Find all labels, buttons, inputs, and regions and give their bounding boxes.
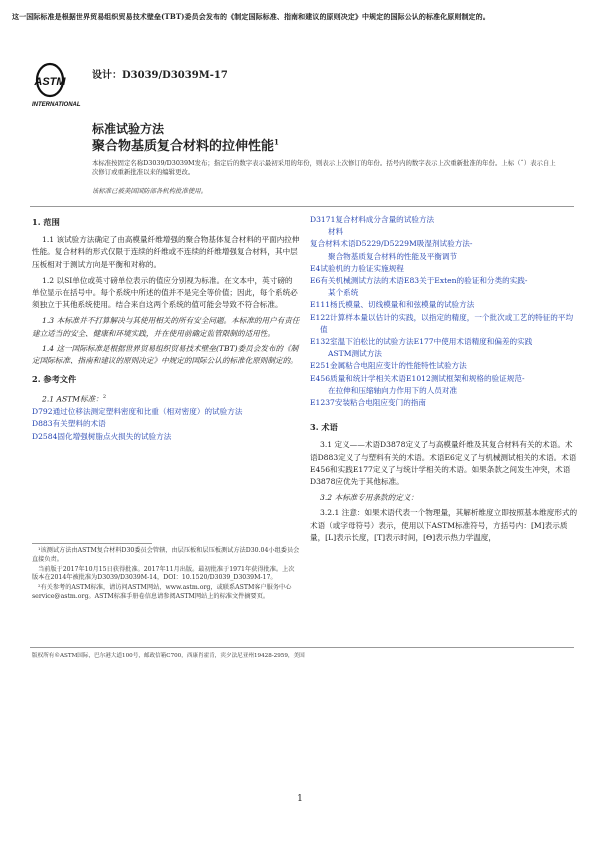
footnote-1-history: 当前版于2017年10月15日获得批准。2017年11月出版。最初批准于1971年获得批准。上次版本在2014年被批准为D3039/D3039M-14，DOI：10.1520/D3039_D3039M-17。 <box>32 565 295 582</box>
title-footnote-ref: 1 <box>274 137 279 147</box>
issue-text: 本标准按固定名称D3039/D3039M发布；指定后的数字表示最初采用的年份，则表示上次修订的年份。括号内的数字表示上次重新批准的年份。上标（ˆ）表示自上次修订或重新批准以来的编辑更改。 <box>92 159 556 176</box>
para-3-1: 3.1 定义——术语D3878定义了与高模量纤维及其复合材料有关的术语。术语D883定义了与塑料有关的术语。术语E6定义了与机械测试相关的术语。术语E456和实践E177定义了与统计学相关的术语。如果条款之间发生冲突，术语D3878应优先于其他标准。 <box>310 440 577 487</box>
astm-logo <box>30 60 86 110</box>
footnote-1: ¹该测试方法由ASTM复合材料D30委员会管辖，由层压板和层压板测试方法D30.04小组委员会直接负责。 <box>32 547 300 563</box>
designation: 设计：D3039/D3039M-17 <box>92 70 228 81</box>
refs-sub-sup: 2 <box>102 394 106 401</box>
ref-link-e177-cont[interactable]: ASTM测试方法 <box>328 349 382 359</box>
astm-logo-icon <box>30 60 86 110</box>
ref-link-e111[interactable]: E111杨氏模量、切线模量和和弦模量的试验方法 <box>310 300 475 310</box>
right-column <box>310 214 578 548</box>
ref-link-e122[interactable]: E122计算样本量以估计的实践，以指定的精度，一个批次或工艺的特征的平均值 <box>310 312 574 334</box>
ref-link-d3171-cont[interactable]: 材料 <box>328 227 344 237</box>
footnote-divider <box>32 543 152 544</box>
ref-link-d883[interactable]: D883有关塑料的术语 <box>32 419 106 429</box>
para-3-2-1: 3.2.1 注意：如果术语代表一个物理量，其解析维度立即按照基本维度形式的术语（或字母符号）表示，使用以下ASTM标准符号，方括号内：[M]表示质量，[L]表示长度，[T]表示时间，[Θ]表示热力学温度， <box>310 508 578 542</box>
ref-link-e4[interactable]: E4试验机的力验证实施规程 <box>310 263 404 273</box>
wto-notice: 这一国际标准是根据世界贸易组织贸易技术壁垒(TBT)委员会发布的《制定国际标准、指南和建议的原则决定》中规定的国际公认的标准化原则制定的。 <box>12 12 490 21</box>
ref-link-d5229-cont[interactable]: 聚合物基质复合材料的性能及平衡调节 <box>328 251 458 261</box>
page-number: 1 <box>297 794 303 804</box>
header-divider <box>30 206 574 207</box>
para-3-2: 3.2 本标准专用条款的定义： <box>320 493 419 503</box>
para-1-2: 1.2 以SI单位或英寸磅单位表示的值应分别视为标准。在文本中，英寸磅的单位显示在括号中。每个系统中所述的值并不是完全等价值；因此，每个系统必须独立于其他系统使用。结合来自这两个系统的值可能会导致不符合标准。 <box>32 275 298 310</box>
para-1-1: 1.1 该试验方法确定了由高模量纤维增强的聚合物基体复合材料的平面内拉伸性能。复合材料的形式仅限于连续的纤维或不连续的纤维增强复合材料，其中层压板相对于测试方向是平衡和对称的。 <box>32 235 300 269</box>
logo-text: ASTM <box>34 76 66 88</box>
ref-link-e1012-cont[interactable]: 在拉伸和压缩轴向力作用下的人员对准 <box>328 385 458 395</box>
left-column <box>32 214 300 443</box>
spacer <box>310 409 578 419</box>
standard-label: 标准试验方法 <box>92 122 165 136</box>
approval-note: 该标准已被美国国防部各机构批准使用。 <box>92 187 208 195</box>
refs-subheading <box>32 391 300 406</box>
ref-link-d5229[interactable]: 复合材料术语D5229/D5229M吸湿剂试验方法- <box>310 239 473 249</box>
ref-link-e456-e1012[interactable]: E456质量和统计学相关术语E1012测试框架和规格的验证规范- <box>310 373 525 383</box>
footer-divider <box>30 647 574 648</box>
ref-link-d792[interactable]: D792通过位移法测定塑料密度和比重（相对密度）的试验方法 <box>32 407 243 417</box>
ref-link-e83-cont[interactable]: 某个系统 <box>328 288 359 298</box>
ref-link-e251[interactable]: E251金属粘合电阻应变计的性能特性试验方法 <box>310 361 467 371</box>
logo-subtext: INTERNATIONAL <box>32 102 81 108</box>
ref-link-e1237[interactable]: E1237安装粘合电阻应变门的指南 <box>310 398 426 408</box>
para-1-4: 1.4 这一国际标准是根据世界贸易组织贸易技术壁垒(TBT)委员会发布的《制定国际标准、指南和建议的原则决定》中规定的国际公认的标准化原则制定的。 <box>32 343 299 366</box>
footnote-2: ²有关参考的ASTM标准，请访问ASTM网站，www.astm.org，或联系ASTM客户服务中心service@astm.org。ASTM标准手册卷信息请参阅ASTM网站上的标准文件摘要页。 <box>32 584 292 600</box>
section-terminology-heading: 3. 术语 <box>310 422 338 433</box>
ref-link-e6-e83[interactable]: E6有关机械测试方法的术语E83关于Exten的验证和分类的实践- <box>310 276 528 286</box>
para-1-3: 1.3 本标准并不打算解决与其使用相关的所有安全问题。本标准的用户有责任建立适当的安全、健康和环境实践，并在使用前确定监管限制的适用性。 <box>32 316 300 338</box>
footnotes <box>32 547 300 603</box>
refs-sub-label: 2.1 ASTM标准： <box>42 394 103 404</box>
ref-link-d3171[interactable]: D3171复合材料成分含量的试验方法 <box>310 215 435 224</box>
section-scope-heading: 1. 范围 <box>32 217 60 227</box>
page-title <box>92 135 279 154</box>
section-refs-heading: 2. 参考文件 <box>32 374 77 385</box>
title-text: 聚合物基质复合材料的拉伸性能 <box>92 139 275 154</box>
ref-link-e132-e177[interactable]: E132室温下泊松比的试验方法E177中使用术语精度和偏差的实践 <box>310 337 533 347</box>
ref-link-d2584[interactable]: D2584固化增强树脂点火损失的试验方法 <box>32 431 172 441</box>
copyright-footer: 版权所有©ASTM国际，巴尔港大道100号，邮政信箱C700，西康肖霍肯，宾夕法尼亚州19428-2959，美国 <box>32 653 305 659</box>
